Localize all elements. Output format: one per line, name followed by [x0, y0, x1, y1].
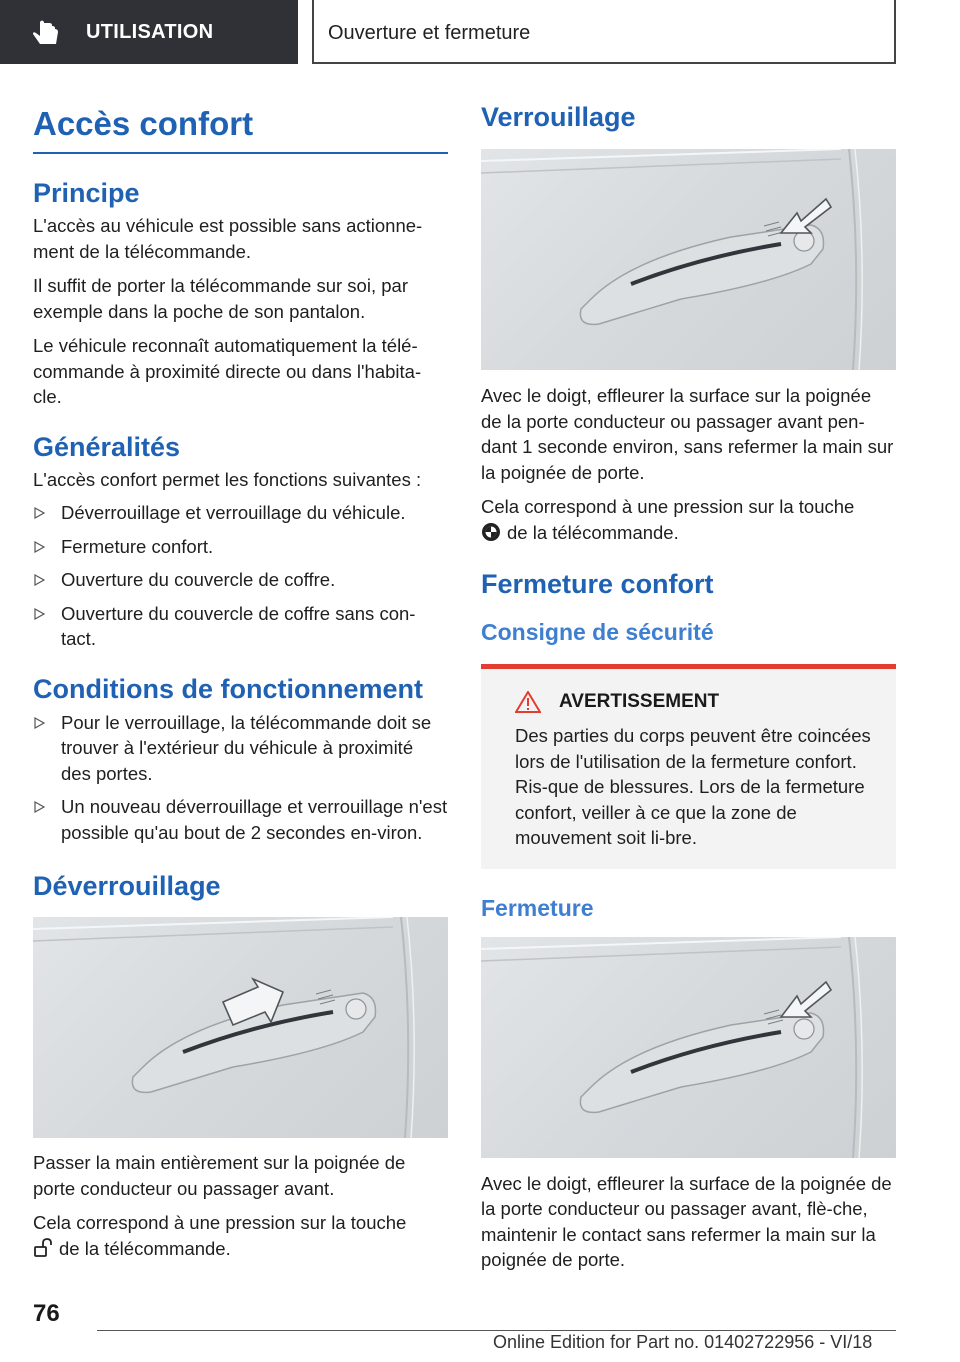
footer-edition: Online Edition for Part no. 01402722956 - VI/18 — [493, 1332, 873, 1352]
fermeture-paragraph: Avec le doigt, effleurer la surface de la poignée de la porte conducteur ou passager avant, flè-che, maintenir le contact sans refermer la main sur la poignée de porte. — [481, 1172, 892, 1270]
generalites-list — [33, 500, 448, 652]
warning-box — [481, 664, 896, 869]
list-item: Fermeture confort. — [33, 534, 448, 560]
warning-text: Des parties du corps peuvent être coincées lors de l'utilisation de la fermeture confort. Ris-que de blessures. Lors de la fermeture confort, veiller à ce que la zone de mouvement soit li-bre. — [515, 725, 871, 848]
verrouillage-heading: Verrouillage — [481, 102, 636, 132]
list-item: Ouverture du couvercle de coffre sans con-tact. — [33, 601, 448, 652]
section-tab — [0, 0, 298, 64]
conditions-heading: Conditions de fonctionnement — [33, 673, 423, 704]
right-column — [481, 100, 896, 1273]
warning-title: AVERTISSEMENT — [559, 691, 720, 712]
deverrouillage-paragraph: Passer la main entièrement sur la poignée de porte conducteur ou passager avant. — [33, 1152, 406, 1199]
topic-tab — [312, 0, 896, 64]
fermeture-confort-heading: Fermeture confort — [481, 569, 714, 599]
hand-icon — [30, 18, 64, 48]
consigne-heading: Consigne de sécurité — [481, 619, 714, 645]
door-handle-illustration — [481, 149, 896, 370]
warning-title-row — [515, 691, 882, 713]
verrouillage-paragraph: Cela correspond à une pression sur la touche de la télécommande. — [481, 496, 855, 543]
bullet-triangle-icon — [33, 574, 45, 586]
door-handle-illustration — [33, 917, 448, 1138]
bullet-triangle-icon — [33, 801, 45, 813]
list-item: Ouverture du couvercle de coffre. — [33, 567, 448, 593]
bullet-triangle-icon — [33, 541, 45, 553]
principe-heading: Principe — [33, 178, 140, 208]
bullet-triangle-icon — [33, 608, 45, 620]
list-item: Un nouveau déverrouillage et verrouillage n'est possible qu'au bout de 2 secondes en-viron. — [33, 794, 448, 845]
footer-divider — [97, 1330, 896, 1331]
left-column — [33, 100, 448, 1261]
page-number: 76 — [33, 1300, 60, 1327]
list-item: Déverrouillage et verrouillage du véhicule. — [33, 500, 448, 526]
deverrouillage-paragraph: Cela correspond à une pression sur la touche de la télécommande. — [33, 1212, 407, 1259]
list-item: Pour le verrouillage, la télécommande doit se trouver à l'extérieur du véhicule à proximité des portes. — [33, 710, 448, 787]
bmw-logo-icon — [481, 522, 501, 542]
generalites-intro: L'accès confort permet les fonctions suivantes : — [33, 468, 422, 490]
warning-triangle-icon — [515, 691, 541, 713]
topic-title: Ouverture et fermeture — [328, 22, 531, 44]
page-title: Accès confort — [33, 100, 448, 154]
fermeture-heading: Fermeture — [481, 894, 594, 921]
verrouillage-paragraph: Avec le doigt, effleurer la surface sur la poignée de la porte conducteur ou passager avant pen-dant 1 seconde environ, sans refermer la main sur la poignée de porte. — [481, 385, 894, 483]
deverrouillage-heading: Déverrouillage — [33, 871, 221, 901]
principe-paragraph: L'accès au véhicule est possible sans actionne-ment de la télécommande. — [33, 215, 423, 262]
section-title: UTILISATION — [86, 21, 214, 43]
principe-paragraph: Le véhicule reconnaît automatiquement la télé-commande à proximité directe ou dans l'habita-cle. — [33, 335, 422, 407]
door-handle-illustration — [481, 937, 896, 1158]
bullet-triangle-icon — [33, 717, 45, 729]
unlock-icon — [33, 1238, 53, 1258]
bullet-triangle-icon — [33, 507, 45, 519]
principe-paragraph: Il suffit de porter la télécommande sur soi, par exemple dans la poche de son pantalon. — [33, 275, 408, 322]
generalites-heading: Généralités — [33, 431, 181, 462]
conditions-list — [33, 710, 448, 846]
